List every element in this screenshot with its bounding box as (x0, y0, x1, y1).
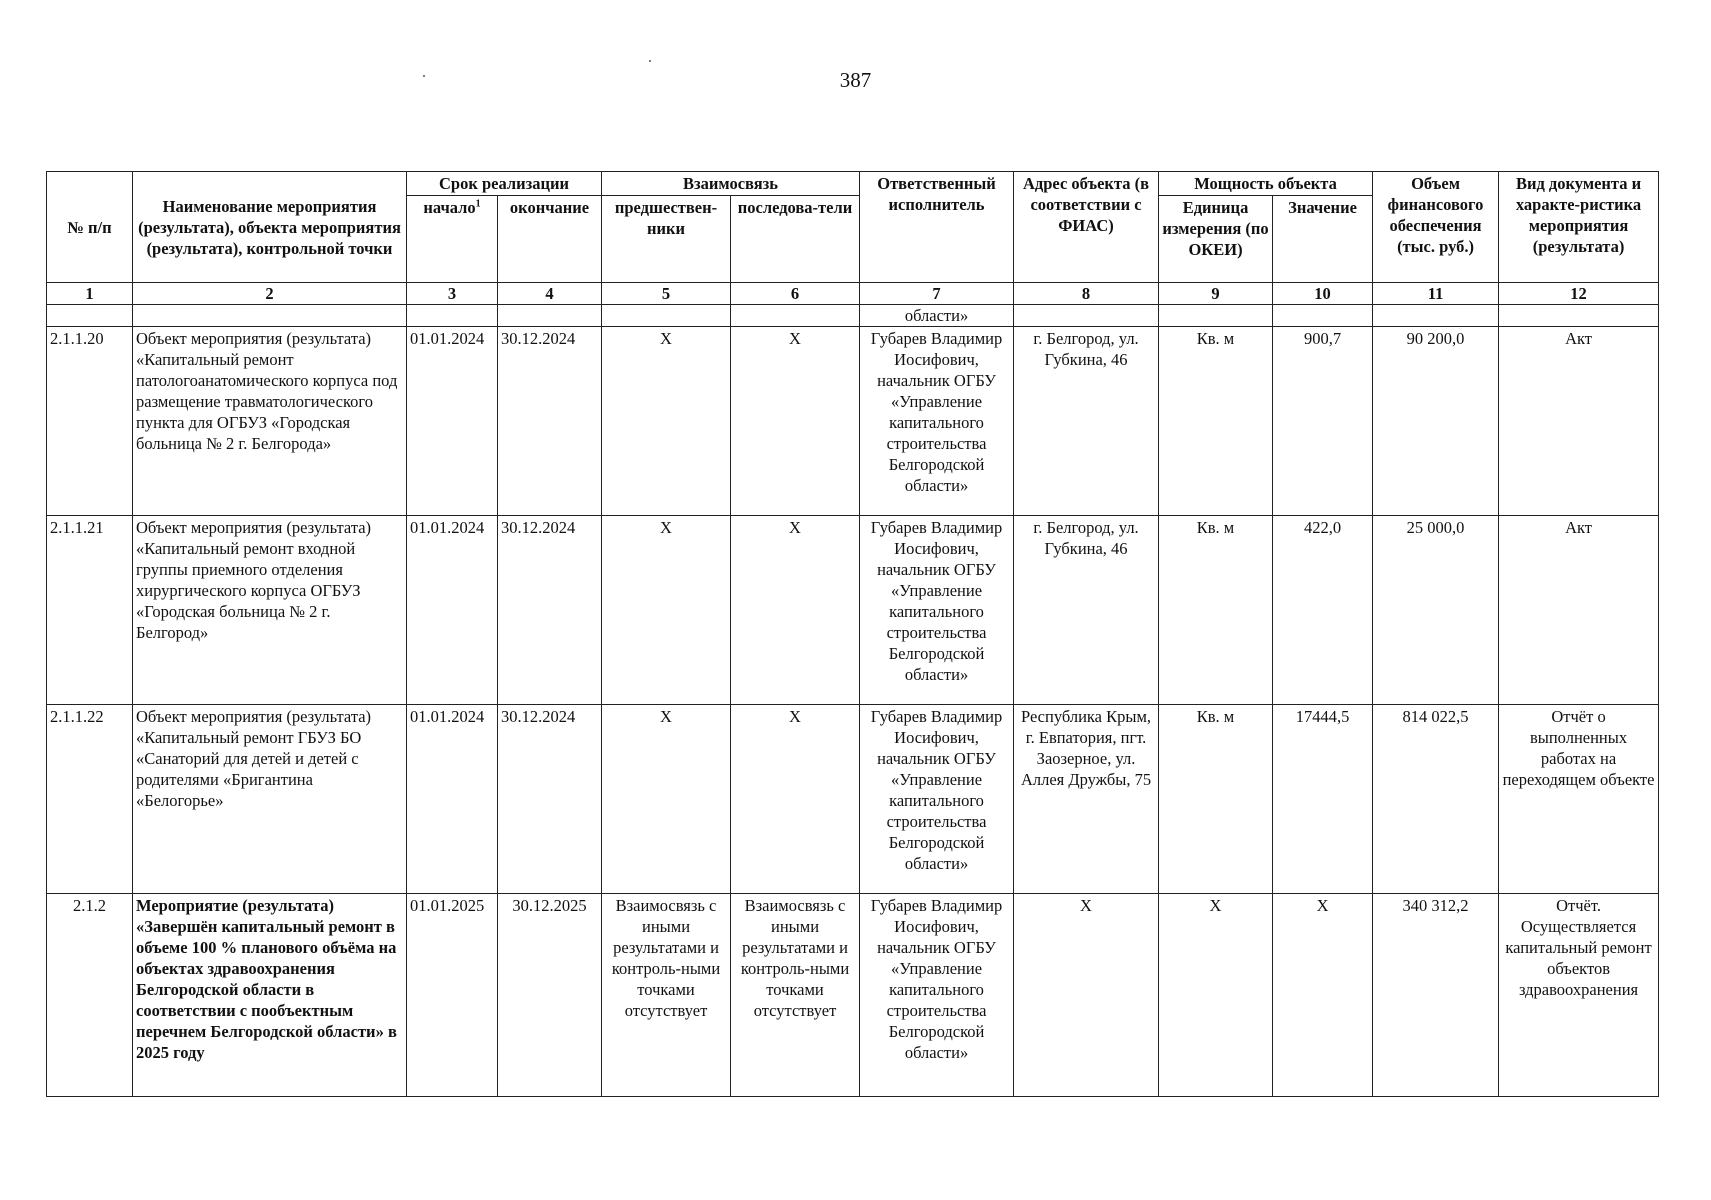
row-address: Республика Крым, г. Евпатория, пгт. Заозерное, ул. Аллея Дружбы, 75 (1014, 705, 1159, 894)
header-num: № п/п (47, 172, 133, 283)
header-responsible: Ответственный исполнитель (860, 172, 1014, 283)
col-number: 5 (602, 283, 731, 305)
row-successors: Взаимосвязь с иными результатами и контроль-ными точками отсутствует (731, 894, 860, 1097)
row-responsible: Губарев Владимир Иосифович, начальник ОГБУ «Управление капитального строительства Белгородской области» (860, 327, 1014, 516)
header-unit: Единица измерения (по ОКЕИ) (1159, 196, 1273, 283)
row-successors: X (731, 516, 860, 705)
scan-speck (649, 60, 651, 62)
row-num: 2.1.1.21 (47, 516, 133, 705)
row-doc: Отчёт. Осуществляется капитальный ремонт объектов здравоохранения (1499, 894, 1659, 1097)
row-value: 422,0 (1273, 516, 1373, 705)
row-name: Объект мероприятия (результата) «Капитальный ремонт патологоанатомического корпуса под размещение травматологического пункта для ОГБУЗ «Городская больница № 2 г. Белгорода» (133, 327, 407, 516)
row-name: Объект мероприятия (результата) «Капитальный ремонт ГБУЗ БО «Санаторий для детей и детей с родителями «Бригантина «Белогорье» (133, 705, 407, 894)
table-row (47, 516, 1659, 705)
row-finance: 814 022,5 (1373, 705, 1499, 894)
row-end: 30.12.2024 (498, 516, 602, 705)
row-address: г. Белгород, ул. Губкина, 46 (1014, 327, 1159, 516)
header-predecessors: предшествен-ники (602, 196, 731, 283)
plan-table (46, 171, 1659, 1097)
row-successors: X (731, 327, 860, 516)
header-doc: Вид документа и характе-ристика мероприятия (результата) (1499, 172, 1659, 283)
row-finance: 340 312,2 (1373, 894, 1499, 1097)
row-end: 30.12.2025 (498, 894, 602, 1097)
header-finance: Объем финансового обеспечения (тыс. руб.) (1373, 172, 1499, 283)
header-address: Адрес объекта (в соответствии с ФИАС) (1014, 172, 1159, 283)
header-capacity: Мощность объекта (1159, 172, 1373, 196)
row-predecessors: X (602, 516, 731, 705)
row-start: 01.01.2024 (407, 705, 498, 894)
row-finance: 25 000,0 (1373, 516, 1499, 705)
header-start-footnote: 1 (475, 198, 481, 210)
row-start: 01.01.2024 (407, 327, 498, 516)
header-period: Срок реализации (407, 172, 602, 196)
table-row (47, 705, 1659, 894)
col-number: 4 (498, 283, 602, 305)
continuation-row (47, 305, 1659, 327)
row-responsible: Губарев Владимир Иосифович, начальник ОГБУ «Управление капитального строительства Белгородской области» (860, 705, 1014, 894)
col-number: 9 (1159, 283, 1273, 305)
row-value: X (1273, 894, 1373, 1097)
row-predecessors: Взаимосвязь с иными результатами и контроль-ными точками отсутствует (602, 894, 731, 1097)
row-end: 30.12.2024 (498, 705, 602, 894)
col-number: 7 (860, 283, 1014, 305)
row-start: 01.01.2024 (407, 516, 498, 705)
row-num: 2.1.1.20 (47, 327, 133, 516)
row-predecessors: X (602, 705, 731, 894)
col-number: 6 (731, 283, 860, 305)
row-name: Объект мероприятия (результата) «Капитальный ремонт входной группы приемного отделения хирургического корпуса ОГБУЗ «Городская больница № 2 г. Белгород» (133, 516, 407, 705)
page-number: 387 (839, 68, 872, 92)
row-successors: X (731, 705, 860, 894)
header-start (407, 196, 498, 283)
row-predecessors: X (602, 327, 731, 516)
row-name: Мероприятие (результата) «Завершён капитальный ремонт в объеме 100 % планового объёма на объектах здравоохранения Белгородской области в соответствии с пообъектным перечнем Белгородской области» в 2025 году (133, 894, 407, 1097)
row-unit: Кв. м (1159, 705, 1273, 894)
col-number: 12 (1499, 283, 1659, 305)
table-row (47, 327, 1659, 516)
column-number-row (47, 283, 1659, 305)
row-doc: Акт (1499, 516, 1659, 705)
header-link: Взаимосвязь (602, 172, 860, 196)
table-header-row (47, 172, 1659, 196)
table-row (47, 894, 1659, 1097)
header-name: Наименование мероприятия (результата), объекта мероприятия (результата), контрольной точки (133, 172, 407, 283)
row-value: 17444,5 (1273, 705, 1373, 894)
col-number: 1 (47, 283, 133, 305)
col-number: 10 (1273, 283, 1373, 305)
row-responsible: Губарев Владимир Иосифович, начальник ОГБУ «Управление капитального строительства Белгородской области» (860, 894, 1014, 1097)
scan-speck (423, 75, 425, 77)
row-num: 2.1.1.22 (47, 705, 133, 894)
col-number: 3 (407, 283, 498, 305)
row-address: г. Белгород, ул. Губкина, 46 (1014, 516, 1159, 705)
row-doc: Акт (1499, 327, 1659, 516)
row-responsible: Губарев Владимир Иосифович, начальник ОГБУ «Управление капитального строительства Белгородской области» (860, 516, 1014, 705)
row-num: 2.1.2 (47, 894, 133, 1097)
row-value: 900,7 (1273, 327, 1373, 516)
col-number: 8 (1014, 283, 1159, 305)
row-doc: Отчёт о выполненных работах на переходящем объекте (1499, 705, 1659, 894)
header-successors: последова-тели (731, 196, 860, 283)
header-value: Значение (1273, 196, 1373, 283)
col-number: 11 (1373, 283, 1499, 305)
col-number: 2 (133, 283, 407, 305)
row-start: 01.01.2025 (407, 894, 498, 1097)
row-unit: X (1159, 894, 1273, 1097)
header-start-label: начало (423, 198, 476, 217)
row-unit: Кв. м (1159, 516, 1273, 705)
header-end: окончание (498, 196, 602, 283)
row-finance: 90 200,0 (1373, 327, 1499, 516)
row-unit: Кв. м (1159, 327, 1273, 516)
row-address: X (1014, 894, 1159, 1097)
continuation-responsible: области» (860, 305, 1014, 327)
row-end: 30.12.2024 (498, 327, 602, 516)
